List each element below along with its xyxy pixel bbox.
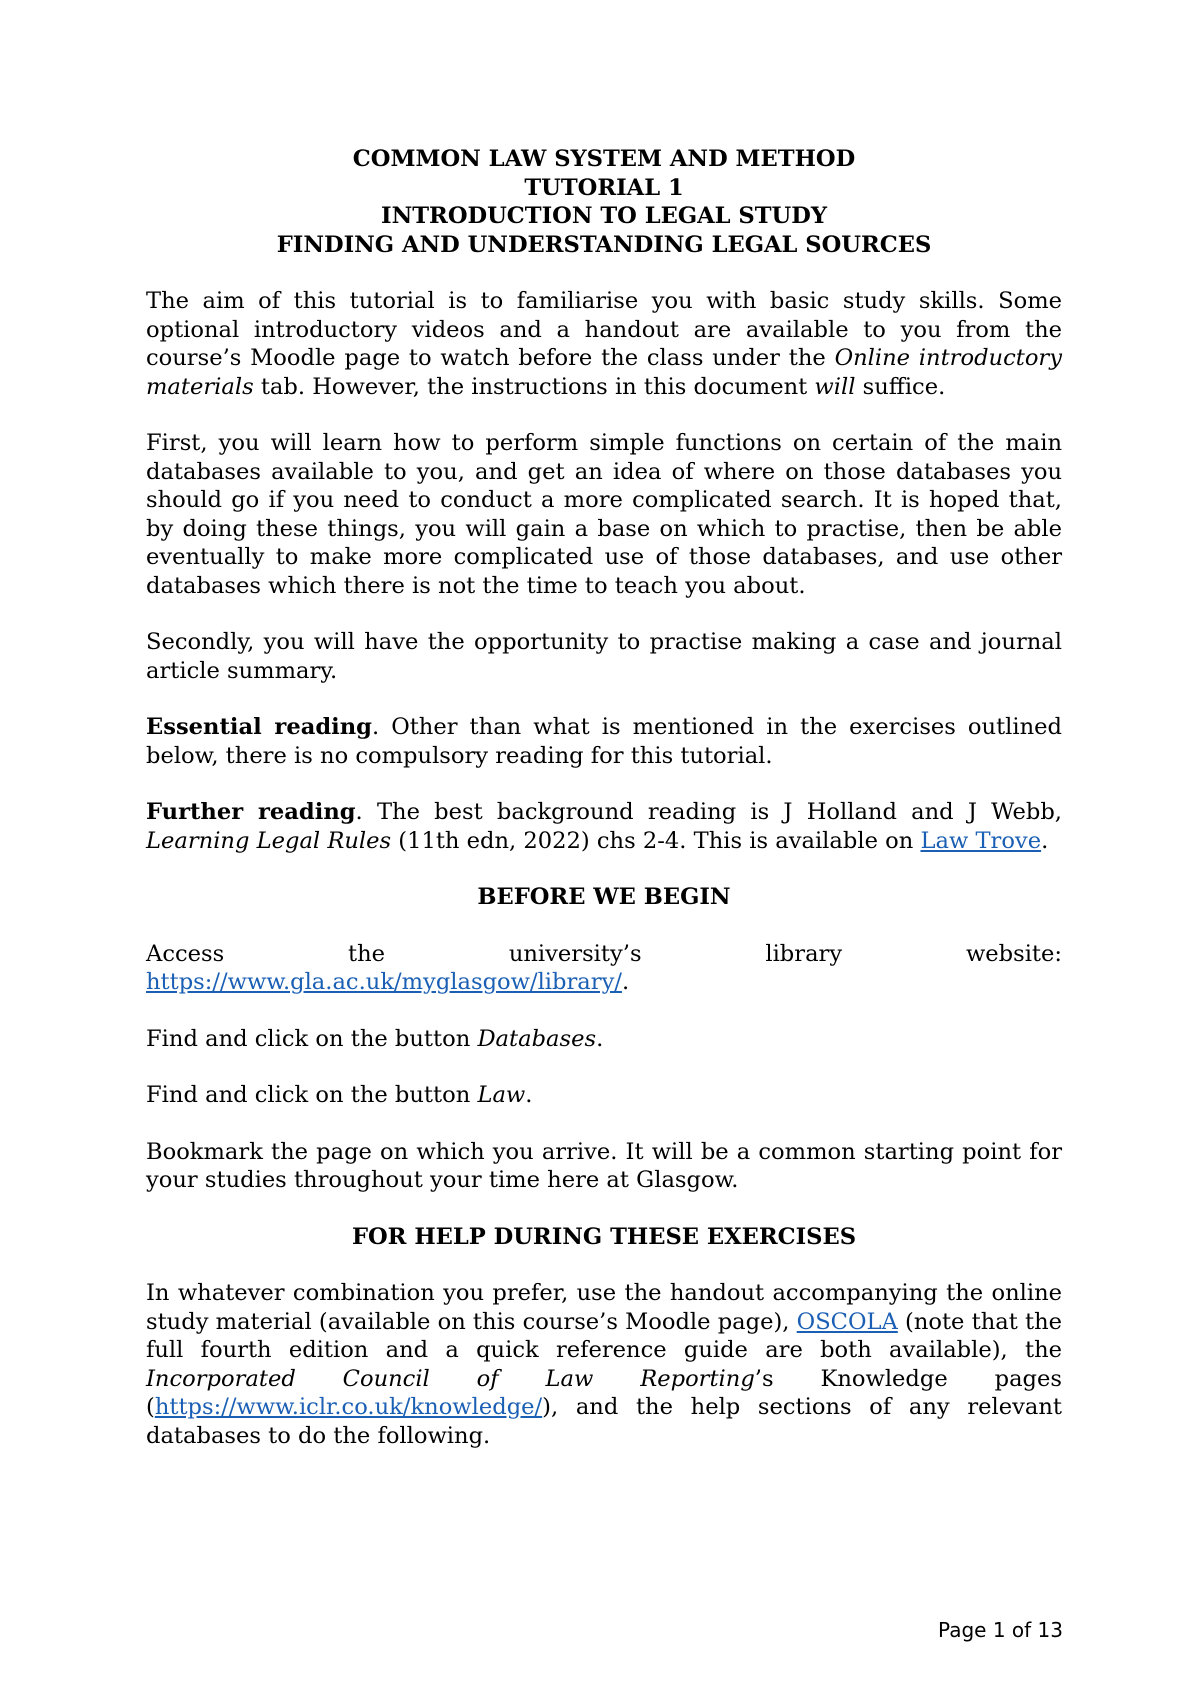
title-line-3: INTRODUCTION TO LEGAL STUDY: [381, 203, 827, 229]
first-paragraph: First, you will learn how to perform simple functions on certain of the main databases available to you, and get an idea of where on those databases you should go if you need to conduct a more complicated search. It is hoped that, by doing these things, you will gain a base on which to practise, then be able eventually to make more complicated use of those databases, and use other databases which there is not the time to teach you about.: [146, 430, 1062, 599]
help-text-2: (note that the full fourth edition and a quick reference guide are both available), the: [146, 1308, 1062, 1363]
essential-reading-text: . Other than what is mentioned in the exercises outlined below, there is no compulsory reading for this tutorial.: [146, 714, 1062, 769]
intro-italic-will: will: [814, 373, 856, 400]
intro-italic-materials: Online introductory materials: [146, 345, 1062, 400]
page-number-footer: Page 1 of 13: [938, 1618, 1063, 1642]
title-line-4: FINDING AND UNDERSTANDING LEGAL SOURCES: [276, 231, 932, 258]
access-word-1: Access: [146, 940, 225, 967]
step-law-end: .: [525, 1082, 533, 1108]
help-text-3: ’s Knowledge pages (: [146, 1365, 1062, 1420]
databases-button-name: Databases: [477, 1025, 597, 1052]
access-word-2: the: [348, 940, 386, 967]
second-paragraph: Secondly, you will have the opportunity to practise making a case and journal article summary.: [146, 629, 1062, 684]
step-law: [146, 1081, 1062, 1110]
essential-reading-label: Essential reading: [146, 714, 372, 740]
further-reading-text: . The best background reading is J Holland and J Webb,: [355, 799, 1062, 825]
book-title: Learning Legal Rules: [146, 827, 392, 854]
help-paragraph: [146, 1279, 1062, 1450]
help-text-4: ), and the help sections of any relevant databases to do the following.: [146, 1394, 1062, 1449]
help-heading: FOR HELP DURING THESE EXERCISES: [351, 1223, 857, 1250]
access-word-4: library: [765, 940, 843, 967]
document-title: [146, 145, 1062, 259]
access-line: [146, 940, 1062, 969]
intro-text-3: suffice.: [855, 373, 946, 400]
further-reading-label: Further reading: [146, 799, 356, 825]
step-databases-text: Find and click on the button: [146, 1025, 478, 1052]
step-databases: [146, 1025, 1062, 1054]
further-reading-text-2: (11th edn, 2022) chs 2-4. This is available on: [391, 827, 921, 854]
iclr-knowledge-link[interactable]: https://www.iclr.co.uk/knowledge/: [154, 1394, 543, 1420]
further-reading-end: .: [1041, 827, 1049, 854]
title-line-1: COMMON LAW SYSTEM AND METHOD: [352, 146, 856, 172]
access-end: .: [621, 969, 630, 995]
bookmark-paragraph: Bookmark the page on which you arrive. It will be a common starting point for your studies throughout your time here at Glasgow.: [146, 1138, 1062, 1193]
intro-text: The aim of this tutorial is to familiarise you with basic study skills. Some optional introductory videos and a handout are available to you from the course’s Moodle page to watch before the class under the: [146, 288, 1062, 371]
access-paragraph: [146, 940, 1062, 997]
intro-paragraph: [146, 287, 1062, 401]
oscola-link[interactable]: OSCOLA: [796, 1308, 898, 1335]
title-line-2: TUTORIAL 1: [524, 174, 684, 201]
intro-text-2: tab. However, the instructions in this document: [253, 373, 815, 400]
library-url-link[interactable]: https://www.gla.ac.uk/myglasgow/library/: [146, 969, 622, 995]
access-word-5: website:: [965, 940, 1062, 967]
further-reading-paragraph: [146, 798, 1062, 855]
before-we-begin-heading: BEFORE WE BEGIN: [477, 884, 731, 910]
step-databases-end: .: [596, 1025, 604, 1052]
essential-reading-paragraph: [146, 713, 1062, 770]
help-text-1: In whatever combination you prefer, use the handout accompanying the online study material (available on this course’s Moodle page),: [146, 1280, 1062, 1335]
step-law-text: Find and click on the button: [146, 1082, 478, 1108]
access-url-line: [146, 968, 1062, 997]
page-content: [146, 145, 1062, 1478]
iclr-name: Incorporated Council of Law Reporting: [146, 1365, 755, 1392]
law-button-name: Law: [477, 1082, 526, 1108]
law-trove-link[interactable]: Law Trove: [920, 827, 1042, 854]
access-word-3: university’s: [508, 940, 642, 967]
